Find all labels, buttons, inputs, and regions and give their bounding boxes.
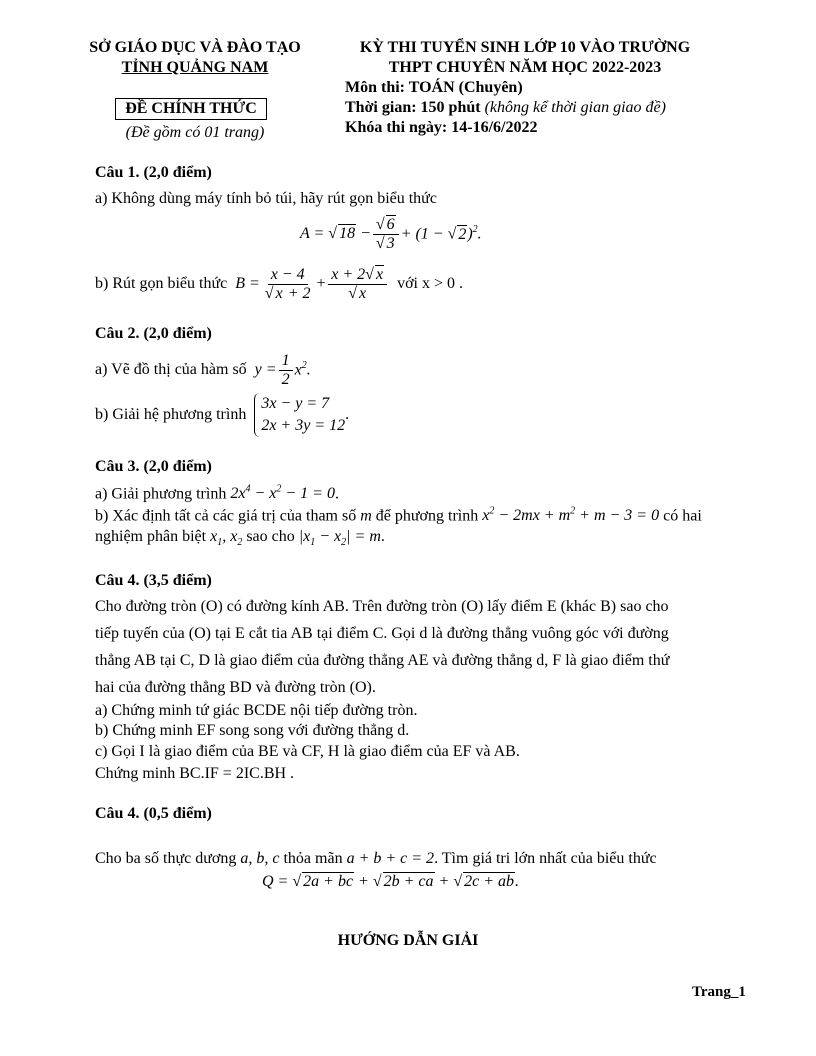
exam-date: Khóa thi ngày: 14-16/6/2022 (345, 119, 538, 136)
q2-system (254, 393, 345, 437)
page-number: Trang_1 (692, 984, 746, 1000)
q1-a-text: a) Không dùng máy tính bỏ túi, hãy rút gọn biểu thức (95, 190, 437, 207)
q3-a-text: a) Giải phương trình (95, 485, 227, 503)
q1-title: Câu 1. (2,0 điểm) (95, 164, 212, 181)
q5-text3: . Tìm giá tri lớn nhất của biểu thức (434, 850, 657, 867)
q2-b: b) Giải hệ phương trình 3x − y = 7 2x + 3y = 12 . (95, 392, 349, 438)
q3-b-line2: nghiệm phân biệt $x_1$, $x_2$ sao cho $|x_1 - x_2| = m$. (95, 528, 385, 549)
department-line1: SỞ GIÁO DỤC VÀ ĐÀO TẠO (89, 39, 301, 56)
q4-line3: thẳng AB tại C, D là giao điểm của đường thẳng AE và đường thẳng d, F là giao điểm thứ (95, 652, 670, 669)
department-line2: TỈNH QUẢNG NAM (121, 59, 269, 76)
q4-line2: tiếp tuyến của (O) tại E cắt tia AB tại điểm C. Gọi d là đường thẳng vuông góc với đường (95, 625, 669, 642)
q4-part-b: b) Chứng minh EF song song với đường thẳng d. (95, 722, 410, 739)
official-exam-box (115, 98, 267, 120)
exam-title-line1: KỲ THI TUYỂN SINH LỚP 10 VÀO TRƯỜNG (359, 39, 691, 56)
q3-b-text3: có hai (663, 507, 702, 525)
exam-title (330, 38, 720, 78)
q1-a-formula: A = √ 18 − $\frac{√ 6}{√ 3}$ + (1 − √ 2)$^2$. (300, 215, 482, 252)
exam-time (345, 99, 666, 117)
q2-eq2: 2x + 3y = 12 (261, 417, 346, 434)
q3-b-text4: nghiệm phân biệt (95, 528, 207, 545)
q5-text2: thỏa mãn (283, 850, 343, 867)
pages-note: (Đề gồm có 01 trang) (125, 124, 265, 141)
exam-time-note: (không kể thời gian giao đề) (484, 99, 666, 116)
solution-heading: HƯỚNG DẪN GIẢI (337, 932, 479, 949)
q3-b-text2: để phương trình (375, 507, 479, 525)
q2-eq1: 3x − y = 7 (261, 395, 330, 412)
q4-title: Câu 4. (3,5 điểm) (95, 572, 212, 589)
exam-title-line2: THPT CHUYÊN NĂM HỌC 2022-2023 (388, 59, 662, 76)
q1-b-text: b) Rút gọn biểu thức (95, 275, 228, 292)
official-exam-label: ĐỀ CHÍNH THỨC (125, 100, 257, 117)
q4-part-c: c) Gọi I là giao điểm của BE và CF, H là giao điểm của EF và AB. (95, 743, 520, 760)
q3-b-line1: b) Xác định tất cả các giá trị của tham số m để phương trình $x^2 - 2mx + m^2 + m - 3 = 0$ có hai (95, 506, 702, 525)
q5-formula: Q = √ 2a + bc + √ 2b + ca + √ 2c + ab. (262, 873, 520, 890)
exam-subject: Môn thi: TOÁN (Chuyên) (345, 79, 523, 96)
q4-line4: hai của đường thẳng BD và đường tròn (O). (95, 679, 376, 696)
department-name (70, 38, 320, 78)
q4-part-a: a) Chứng minh tứ giác BCDE nội tiếp đường tròn. (95, 702, 418, 719)
q5-text1: Cho ba số thực dương (95, 850, 237, 867)
q4-part-c2: Chứng minh BC.IF = 2IC.BH . (95, 765, 295, 782)
q3-b-text1: b) Xác định tất cả các giá trị của tham số (95, 507, 357, 525)
q3-title: Câu 3. (2,0 điểm) (95, 458, 212, 475)
q2-b-text: b) Giải hệ phương trình (95, 406, 247, 423)
q5-text: Cho ba số thực dương a, b, c thỏa mãn a + b + c = 2. Tìm giá tri lớn nhất của biểu thức (95, 850, 657, 867)
q2-a: a) Vẽ đồ thị của hàm số y = $\frac{1}{2}$ $x^2$. (95, 351, 311, 388)
q2-a-text: a) Vẽ đồ thị của hàm số (95, 361, 247, 378)
q1-b: b) Rút gọn biểu thức B = $\frac{x - 4}{√ x + 2}$ + $\frac{x + 2√ x}{√ x}$ với x > 0 . (95, 265, 464, 302)
q2-title: Câu 2. (2,0 điểm) (95, 325, 212, 342)
exam-time-label: Thời gian: 150 phút (345, 99, 485, 116)
q3-b-text5: sao cho (246, 528, 295, 545)
q4-line1: Cho đường tròn (O) có đường kính AB. Trên đường tròn (O) lấy điểm E (khác B) sao cho (95, 598, 669, 615)
q3-a: a) Giải phương trình $2x^4 - x^2 - 1 = 0$. (95, 484, 339, 503)
q1-b-condition: với x > 0 . (397, 275, 464, 292)
q5-title: Câu 4. (0,5 điểm) (95, 805, 212, 822)
